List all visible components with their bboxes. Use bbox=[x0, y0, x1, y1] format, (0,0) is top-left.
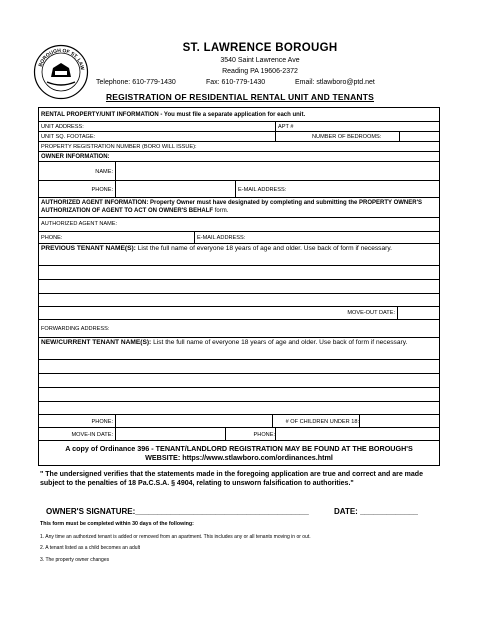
agent-email-label: E-MAIL ADDRESS: bbox=[197, 235, 246, 241]
owner-phone-label: PHONE: bbox=[91, 187, 113, 193]
previous-tenant-line-3[interactable] bbox=[39, 294, 439, 307]
agent-phone-label: PHONE: bbox=[41, 235, 63, 241]
children-label: # OF CHILDREN UNDER 18: bbox=[285, 419, 359, 425]
agent-name-row[interactable] bbox=[39, 218, 439, 232]
current-tenant-line-4[interactable] bbox=[39, 402, 439, 415]
forwarding-label: FORWARDING ADDRESS: bbox=[41, 326, 110, 332]
fax-text: Fax: 610-779-1430 bbox=[206, 79, 266, 86]
ordinance-row bbox=[39, 441, 439, 465]
current-tenant-line-3[interactable] bbox=[39, 388, 439, 402]
agent-heading: AUTHORIZED AGENT INFORMATION: Property Owner must have designated by completing and submitting the PROPERTY OWNER'S AUTHORIZATION OF AGENT TO ACT ON OWNER'S BEHALF bbox=[41, 200, 423, 214]
owner-heading: OWNER INFORMATION: bbox=[41, 154, 110, 160]
agent-name-label: AUTHORIZED AGENT NAME: bbox=[41, 221, 118, 227]
previous-heading-text: List the full name of everyone 18 years of age and older. Use back of form if necessary. bbox=[135, 245, 392, 252]
reg-number-label: PROPERTY REGISTRATION NUMBER (BORO WILL ISSUE): bbox=[41, 144, 197, 150]
registration-form bbox=[38, 107, 440, 466]
owner-name-label: NAME: bbox=[95, 169, 113, 175]
date-line[interactable]: DATE: _____________ bbox=[334, 507, 418, 516]
telephone-text: Telephone: 610-779-1430 bbox=[96, 79, 176, 86]
move-out-row[interactable] bbox=[39, 307, 439, 320]
current-heading-row bbox=[39, 338, 439, 360]
current-tenant-line-1[interactable] bbox=[39, 360, 439, 374]
forwarding-row[interactable] bbox=[39, 320, 439, 338]
footer-item-2: 2. A tenant listed as a child becomes an adult bbox=[40, 545, 141, 551]
apt-label: APT # bbox=[278, 124, 294, 130]
previous-tenant-line-2[interactable] bbox=[39, 280, 439, 294]
current-phone2-label: PHONE: bbox=[253, 432, 275, 438]
owner-heading-row bbox=[39, 152, 439, 162]
move-in-label: MOVE-IN DATE: bbox=[71, 432, 113, 438]
current-phone-row[interactable] bbox=[39, 415, 439, 428]
property-heading-row bbox=[39, 108, 439, 122]
org-title: ST. LAWRENCE BOROUGH bbox=[182, 42, 338, 54]
verification-statement: " The undersigned verifies that the statements made in the foregoing application are true and correct and are made subject to the penalties of 18 Pa.C.S.A. § 4904, relating to unsworn falsification to authorities." bbox=[40, 471, 423, 487]
agent-phone-row[interactable] bbox=[39, 232, 439, 244]
unit-address-row[interactable] bbox=[39, 122, 439, 132]
form-title: REGISTRATION OF RESIDENTIAL RENTAL UNIT AND TENANTS bbox=[105, 92, 375, 102]
move-out-label: MOVE-OUT DATE: bbox=[347, 310, 395, 316]
city-address: Reading PA 19606-2372 bbox=[222, 68, 298, 75]
street-address: 3540 Saint Lawrence Ave bbox=[220, 57, 300, 64]
bedrooms-label: NUMBER OF BEDROOMS: bbox=[312, 134, 382, 140]
move-in-row[interactable] bbox=[39, 428, 439, 441]
owner-email-label: E-MAIL ADDRESS: bbox=[238, 187, 287, 193]
owner-phone-row[interactable] bbox=[39, 181, 439, 198]
deadline-note: This form must be completed within 30 days of the following: bbox=[40, 521, 194, 527]
owner-name-row[interactable] bbox=[39, 162, 439, 181]
agent-heading-tail: form. bbox=[213, 208, 229, 214]
footer-item-1: 1. Any time an authorized tenant is added or removed from an apartment. This includes any or all tenants moving in or out. bbox=[40, 534, 311, 540]
email-text: Email: stlawboro@ptd.net bbox=[295, 79, 375, 86]
unit-address-label: UNIT ADDRESS: bbox=[41, 124, 84, 130]
sq-footage-row[interactable] bbox=[39, 132, 439, 142]
current-heading-text: List the full name of everyone 18 years of age and older. Use back of form if necessary. bbox=[151, 339, 408, 346]
svg-text:BOROUGH OF ST. LAWRENCE: BOROUGH OF ST. LAW bbox=[37, 47, 85, 71]
sq-footage-label: UNIT SQ. FOOTAGE: bbox=[41, 134, 96, 140]
previous-tenant-line-1[interactable] bbox=[39, 266, 439, 280]
current-phone-label: PHONE: bbox=[91, 419, 113, 425]
previous-heading: PREVIOUS TENANT NAME(S): bbox=[41, 245, 136, 252]
owner-signature-line[interactable]: OWNER'S SIGNATURE:_______________________________________ bbox=[46, 507, 309, 516]
ordinance-text: A copy of Ordinance 396 - TENANT/LANDLORD REGISTRATION MAY BE FOUND AT THE BOROUGH'S WEBSITE: https://www.stlawboro.com/ordinances.html bbox=[65, 444, 413, 462]
footer-item-3: 3. The property owner changes bbox=[40, 557, 110, 563]
current-heading: NEW/CURRENT TENANT NAME(S): bbox=[41, 339, 152, 346]
previous-heading-row bbox=[39, 244, 439, 266]
current-tenant-line-2[interactable] bbox=[39, 374, 439, 388]
property-heading: RENTAL PROPERTY/UNIT INFORMATION - You must file a separate application for each unit. bbox=[41, 112, 306, 118]
reg-number-row[interactable] bbox=[39, 142, 439, 152]
agent-heading-row bbox=[39, 198, 439, 218]
